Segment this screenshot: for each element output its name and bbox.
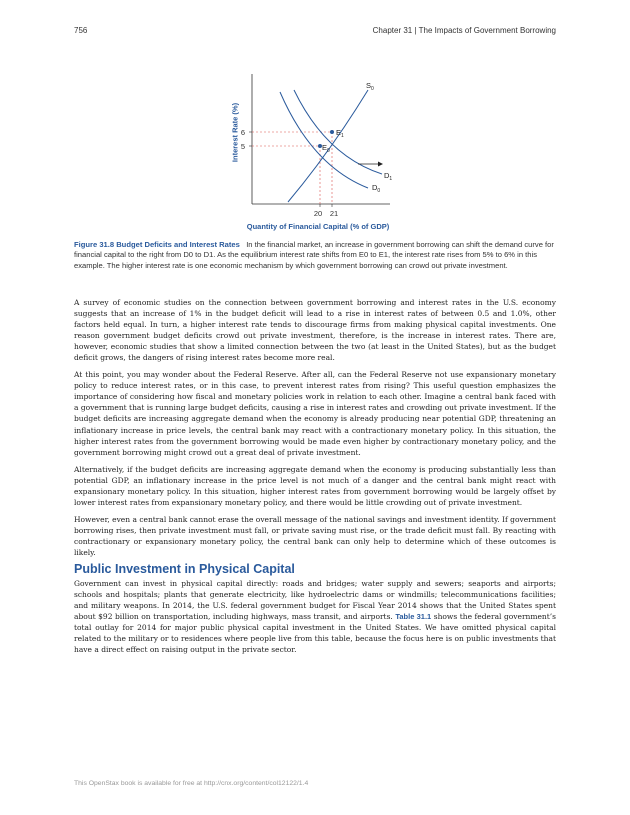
paragraph-4: However, even a central bank cannot erase the overall message of the national savings and investment identity. If government borrowing rises, then private investment must fall, or private saving must rise, or the trade deficit must fall. By reacting with contractionary or expansionary monetary policy, the central bank can only help to determine which of these outcomes is likely. [74, 514, 556, 557]
table-31-1-link[interactable]: Table 31.1 [395, 612, 432, 622]
footer: This OpenStax book is available for free at http://cnx.org/content/col12122/1.4 [74, 780, 309, 787]
point-e0-label: $E_0$ [322, 143, 330, 154]
demand-d1-label: $D_1$ [384, 171, 393, 182]
paragraph-5 [74, 578, 556, 655]
point-e1 [330, 130, 334, 134]
paragraph-3: Alternatively, if the budget deficits are increasing aggregate demand when the economy is producing substantially less than potential GDP, an inflationary increase in the price level is not much of a danger and the central bank might react with expansionary monetary policy. In this situation, higher interest rates from government borrowing would be largely offset by lower interest rates from expansionary monetary policy, and there would be little crowding out of private investment. [74, 464, 556, 507]
x-tick-20: 20 [313, 209, 323, 218]
shift-arrow-head [378, 162, 383, 167]
demand-curve-d0 [280, 92, 368, 188]
section-heading: Public Investment in Physical Capital [74, 562, 295, 577]
caption-text: In the financial market, an increase in government borrowing can shift the demand curve for financial capital to the right from D0 to D1. As the equilibrium interest rate shifts from E0 to E1, the interest rate rises from 5% to 6% in this example. The higher interest rate is one economic mechanism by which government borrowing can crowd out private investment. [74, 240, 554, 270]
body-text [74, 297, 556, 661]
paragraph-5-text-a: Government can invest in physical capital directly: roads and bridges; water supply and sewers; seaports and airports; schools and hospitals; plants that generate electricity, like hydroelectric dams or windmills; telecommunications facilities; and military weapons. In 2014, the U.S. federal government budget for Fiscal Year 2014 shows that the United States spent about $92 billion on transportation, including highways, mass transit, and airports. [74, 579, 556, 622]
paragraph-2: At this point, you may wonder about the Federal Reserve. After all, can the Federal Reserve not use expansionary monetary policy to reduce interest rates, or in this case, to prevent interest rates from rising? This useful question emphasizes the importance of considering how fiscal and monetary policies work in relation to each other. Imagine a central bank faced with a government that is running large budget deficits, causing a rise in interest rates and crowding out private investment. If the budget deficits are increasing aggregate demand when the economy is already producing near potential GDP, threatening an inflationary increase in price levels, the central bank may react with a contractionary monetary policy. In this situation, the higher interest rates from the government borrowing would be made even higher by contractionary monetary policy, and the government borrowing might crowd out a great deal of private investment. [74, 370, 556, 457]
y-tick-6: 6 [240, 128, 245, 137]
y-axis-label: Interest Rate (%) [230, 102, 240, 163]
x-axis-label: Quantity of Financial Capital (% of GDP) [246, 222, 390, 231]
page-number: 756 [74, 26, 88, 35]
point-e1-label: $E_1$ [336, 128, 344, 139]
figure-caption [74, 240, 556, 271]
figure-budget-deficits-interest-rates [220, 74, 420, 236]
figure-label: Figure 31.8 Budget Deficits and Interest Rates [74, 240, 240, 249]
paragraph-1: A survey of economic studies on the connection between government borrowing and interest rates in the U.S. economy suggests that an increase of 1% in the budget deficit will lead to a rise in interest rates of between 0.5 and 1.0%, other factors held equal. In turn, a higher interest rate tends to discourage firms from making physical capital investments. One reason government budget deficits crowd out private investment, therefore, is the increase in interest rates. There are, however, economic studies that show a limited connection between the two (at least in the United States), but as the budget deficit grows, the dangers of rising interest rates become more real. [74, 298, 556, 363]
demand-d0-label: $D_0$ [372, 183, 381, 194]
paragraph-5-text-b: shows the federal government’s total outlay for 2014 for major public physical capital investment in the United States. We have omitted physical capital related to the military or to residences where people live from this table, because the focus here is on public investments that have a direct effect on raising output in the private sector. [74, 612, 556, 655]
chapter-title: Chapter 31 | The Impacts of Government Borrowing [372, 26, 556, 35]
y-tick-5: 5 [240, 142, 245, 151]
supply-label: $S_0$ [366, 81, 374, 92]
x-tick-21: 21 [329, 209, 339, 218]
page-header [74, 26, 556, 38]
supply-demand-chart [220, 74, 420, 224]
